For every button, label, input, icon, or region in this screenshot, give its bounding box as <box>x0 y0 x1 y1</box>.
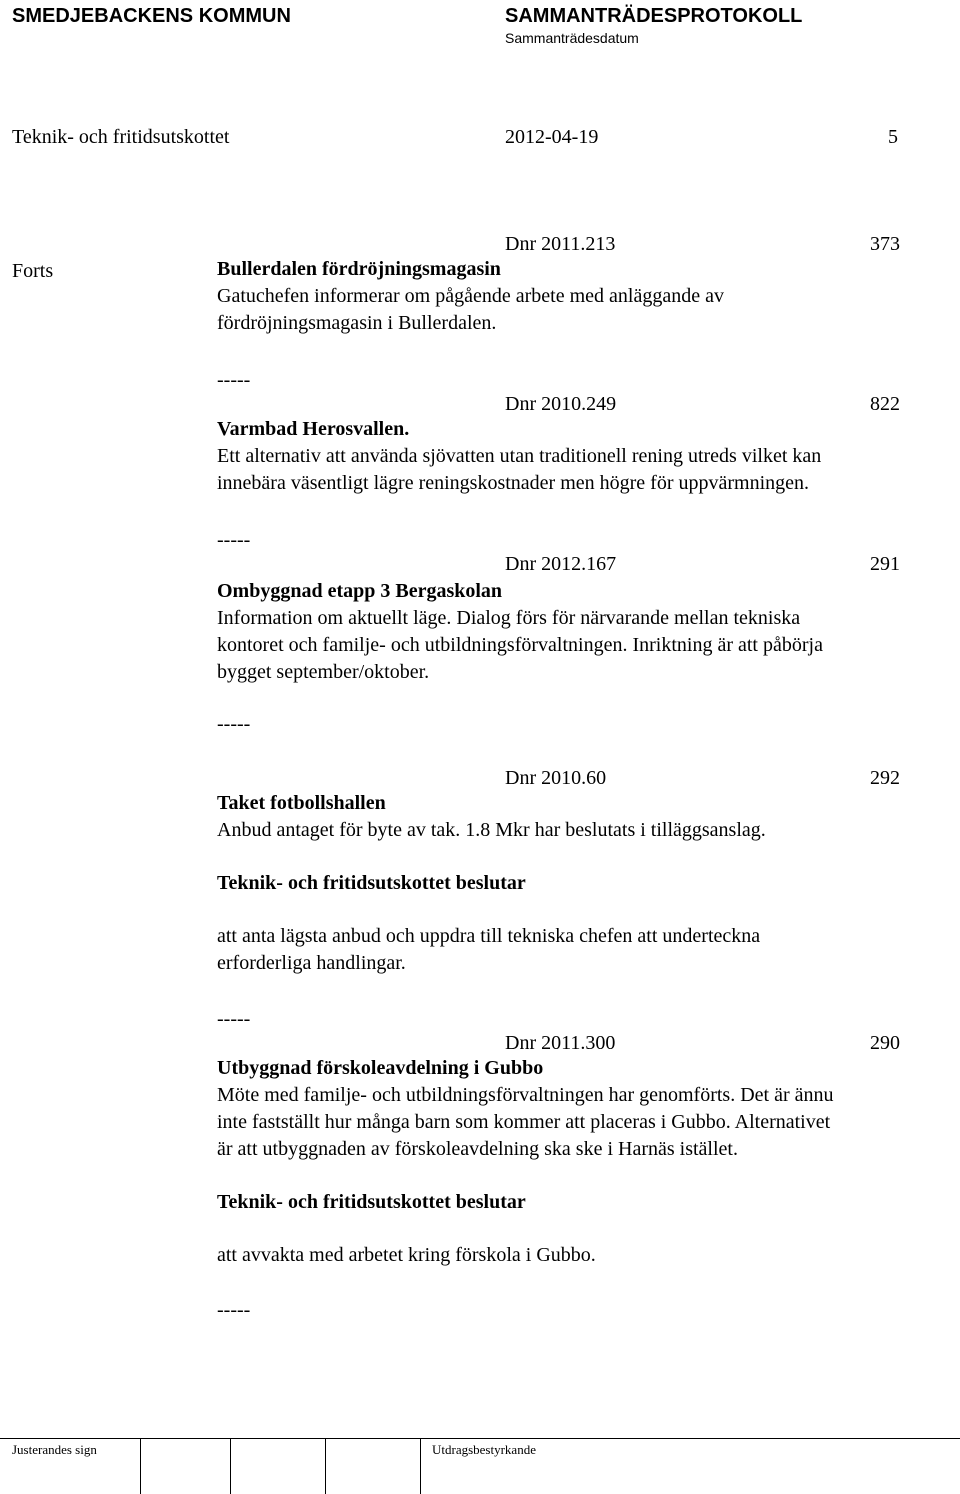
item-dnr: Dnr 2012.167 <box>505 553 617 575</box>
agenda-item-5 <box>217 1055 917 1269</box>
item-number: 373 <box>870 233 900 255</box>
item-title: Varmbad Herosvallen. <box>217 418 410 440</box>
footer-cell-divider <box>140 1438 141 1494</box>
item-text: Gatuchefen informerar om pågående arbete med anläggande av fördröjningsmagasin i Bullerdalen. <box>217 285 724 334</box>
decision-text: att avvakta med arbetet kring förskola i Gubbo. <box>217 1244 596 1266</box>
item-number: 291 <box>870 553 900 575</box>
item-number: 822 <box>870 393 900 415</box>
item-text: Anbud antaget för byte av tak. 1.8 Mkr har beslutats i tilläggsanslag. <box>217 819 766 841</box>
item-dnr: Dnr 2011.213 <box>505 233 616 255</box>
item-text: Möte med familje- och utbildningsförvaltningen har genomförts. Det är ännu inte fastställt hur många barn som kommer att placeras i Gubbo. Alternativet är att utbyggnaden av förskoleavdelning ska ske i Harnäs istället. <box>217 1084 834 1160</box>
item-title: Utbyggnad förskoleavdelning i Gubbo <box>217 1057 544 1079</box>
agenda-item-3 <box>217 578 917 686</box>
meeting-date-label: Sammanträdesdatum <box>505 30 639 46</box>
sign-label: Justerandes sign <box>12 1442 97 1457</box>
item-title: Taket fotbollshallen <box>217 792 386 814</box>
agenda-item-2 <box>217 416 917 497</box>
footer-cell-divider <box>230 1438 231 1494</box>
document-type: SAMMANTRÄDESPROTOKOLL <box>505 5 803 27</box>
item-dnr: Dnr 2010.60 <box>505 767 607 789</box>
footer-cell-divider <box>420 1438 421 1494</box>
item-dnr: Dnr 2010.249 <box>505 393 617 415</box>
agenda-item-4 <box>217 790 917 977</box>
agenda-item-1 <box>217 256 917 337</box>
signature-footer <box>0 1438 960 1494</box>
decision-text: att anta lägsta anbud och uppdra till tekniska chefen att underteckna erforderliga handlingar. <box>217 925 761 974</box>
separator: ----- <box>217 369 251 391</box>
committee-name: Teknik- och fritidsutskottet <box>12 126 230 148</box>
item-text: Ett alternativ att använda sjövatten utan traditionell rening utreds vilket kan innebära väsentligt lägre reningskostnader men högre för uppvärmningen. <box>217 445 822 494</box>
item-number: 292 <box>870 767 900 789</box>
separator: ----- <box>217 1299 251 1321</box>
separator: ----- <box>217 713 251 735</box>
forts-label: Forts <box>12 260 54 282</box>
item-text: Information om aktuellt läge. Dialog förs för närvarande mellan tekniska kontoret och familje- och utbildningsförvaltningen. Inriktning är att påbörja bygget september/oktober. <box>217 607 823 683</box>
footer-cell-divider <box>325 1438 326 1494</box>
footer-divider <box>0 1438 960 1439</box>
separator: ----- <box>217 529 251 551</box>
extract-label: Utdragsbestyrkande <box>432 1442 536 1457</box>
item-number: 290 <box>870 1032 900 1054</box>
page-number: 5 <box>888 126 898 148</box>
separator: ----- <box>217 1008 251 1030</box>
item-dnr: Dnr 2011.300 <box>505 1032 616 1054</box>
item-title: Ombyggnad etapp 3 Bergaskolan <box>217 580 503 602</box>
decision-heading: Teknik- och fritidsutskottet beslutar <box>217 872 526 894</box>
meeting-date: 2012-04-19 <box>505 126 599 148</box>
municipality-name: SMEDJEBACKENS KOMMUN <box>12 5 291 27</box>
decision-heading: Teknik- och fritidsutskottet beslutar <box>217 1191 526 1213</box>
item-title: Bullerdalen fördröjningsmagasin <box>217 258 501 280</box>
